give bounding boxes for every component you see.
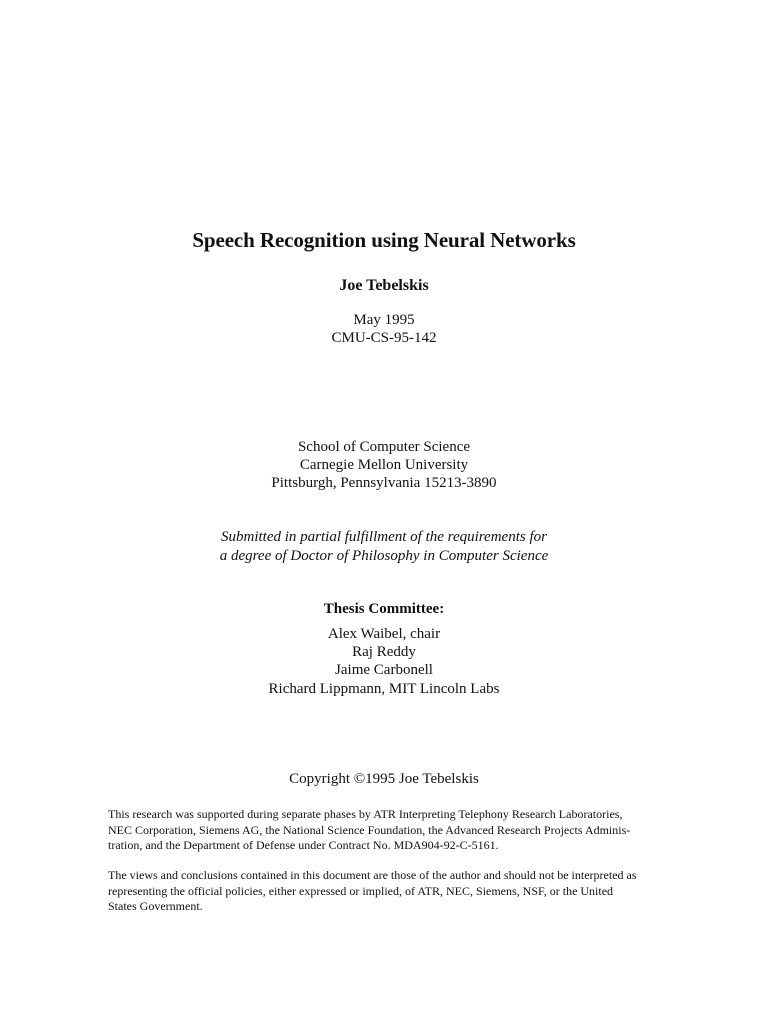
committee-member: Alex Waibel, chair — [327, 626, 441, 642]
committee-member: Jaime Carbonell — [335, 662, 433, 678]
support-line: tration, and the Department of Defense under Contract No. MDA904-92-C-5161. — [108, 838, 499, 852]
support-paragraph — [108, 807, 668, 854]
disclaimer-line: States Government. — [108, 899, 203, 913]
disclaimer-line: The views and conclusions contained in this document are those of the author and should not be interpreted as — [108, 868, 637, 882]
affiliation-school: School of Computer Science — [297, 439, 471, 455]
copyright-notice: Copyright ©1995 Joe Tebelskis — [289, 771, 479, 787]
support-line: This research was supported during separate phases by ATR Interpreting Telephony Research Laboratories, — [108, 807, 623, 821]
affiliation-address: Pittsburgh, Pennsylvania 15213-3890 — [271, 475, 497, 491]
author-name: Joe Tebelskis — [339, 277, 429, 294]
document-title: Speech Recognition using Neural Networks — [192, 228, 576, 252]
report-number: CMU-CS-95-142 — [331, 330, 437, 346]
disclaimer-line: representing the official policies, either expressed or implied, of ATR, NEC, Siemens, NSF, or the United — [108, 883, 614, 898]
committee-member: Raj Reddy — [352, 644, 416, 660]
support-line: NEC Corporation, Siemens AG, the National Science Foundation, the Advanced Research Projects Adminis- — [108, 822, 631, 837]
submission-line-2: a degree of Doctor of Philosophy in Computer Science — [219, 548, 549, 564]
committee-member: Richard Lippmann, MIT Lincoln Labs — [268, 681, 500, 697]
submission-line-1: Submitted in partial fulfillment of the requirements for — [221, 529, 547, 545]
committee-heading: Thesis Committee: — [323, 601, 445, 617]
affiliation-university: Carnegie Mellon University — [299, 457, 469, 473]
publication-date: May 1995 — [353, 312, 415, 328]
disclaimer-paragraph — [108, 868, 668, 915]
